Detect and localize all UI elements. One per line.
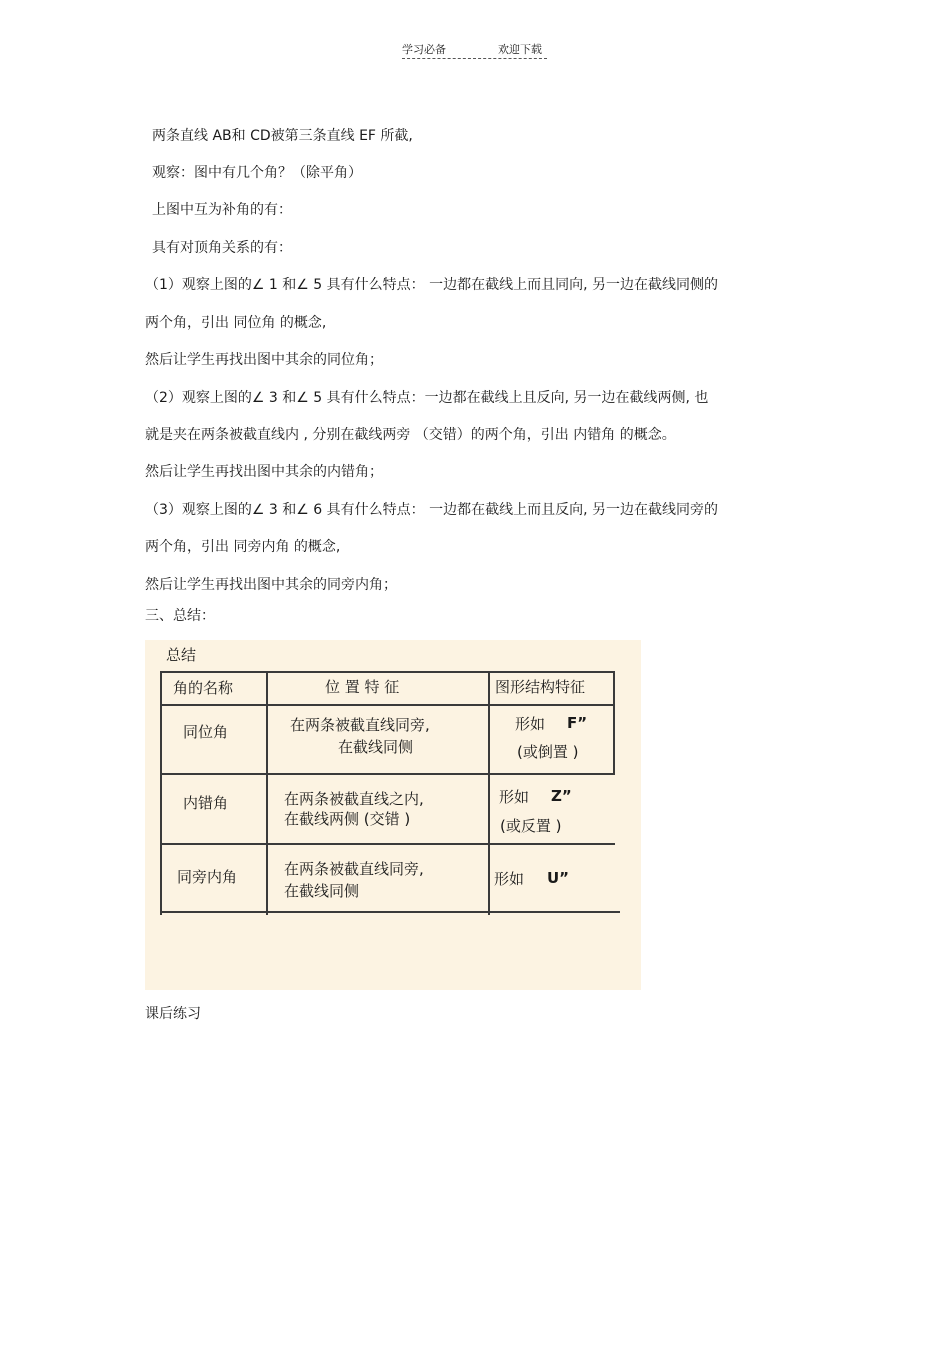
- table-rule: [160, 671, 615, 673]
- shape-letter: F”: [567, 714, 588, 732]
- text-line: 观察：图中有几个角？（除平角）: [152, 165, 362, 181]
- shape-letter: U”: [547, 869, 570, 887]
- section-heading: 三、总结：: [145, 608, 215, 624]
- table-rule: [160, 671, 162, 915]
- text-line: 两个角，引出 同位角 的概念,: [145, 315, 327, 331]
- table-rule: [160, 773, 615, 775]
- header-left-text: 学习必备: [402, 43, 446, 56]
- table-rule: [160, 911, 620, 913]
- summary-title: 总结: [166, 646, 197, 664]
- shape-label: 形如: [499, 788, 530, 806]
- shape-note: (或倒置 ): [517, 743, 579, 761]
- table-rule: [613, 671, 615, 775]
- position-feature: 在两条被截直线同旁,: [290, 716, 430, 734]
- angle-name: 同旁内角: [177, 868, 238, 886]
- text-line: 然后让学生再找出图中其余的内错角；: [145, 464, 383, 480]
- position-feature: 在截线同侧: [284, 882, 360, 900]
- column-header-name: 角的名称: [173, 679, 234, 697]
- text-line: 具有对顶角关系的有：: [152, 240, 292, 256]
- position-feature: 在截线两侧 (交错 ): [284, 810, 411, 828]
- table-rule: [488, 671, 490, 915]
- position-feature: 在截线同侧: [338, 738, 414, 756]
- shape-label: 形如: [494, 870, 525, 888]
- summary-table-panel: [145, 640, 641, 990]
- angle-name: 同位角: [183, 723, 229, 741]
- text-line: 两个角，引出 同旁内角 的概念,: [145, 539, 341, 555]
- text-line: 就是夹在两条被截直线内 , 分别在截线两旁 （交错）的两个角，引出 内错角 的概念。: [145, 427, 676, 443]
- footer-heading: 课后练习: [145, 1006, 201, 1022]
- text-line: （2）观察上图的∠ 3 和∠ 5 具有什么特点：一边都在截线上且反向, 另一边在截线两侧, 也: [145, 390, 709, 406]
- angle-name: 内错角: [183, 794, 229, 812]
- table-rule: [266, 671, 268, 915]
- page-header: [402, 40, 547, 59]
- shape-letter: Z”: [551, 787, 572, 805]
- column-header-position: 位 置 特 征: [325, 678, 400, 696]
- text-line: 然后让学生再找出图中其余的同旁内角；: [145, 577, 397, 593]
- column-header-shape: 图形结构特征: [495, 678, 586, 696]
- shape-label: 形如: [515, 715, 546, 733]
- text-line: 上图中互为补角的有：: [152, 202, 292, 218]
- table-rule: [160, 704, 615, 706]
- position-feature: 在两条被截直线之内,: [284, 790, 424, 808]
- table-rule: [160, 843, 615, 845]
- text-line: （3）观察上图的∠ 3 和∠ 6 具有什么特点： 一边都在截线上而且反向, 另一边在截线同旁的: [145, 502, 718, 518]
- text-line: 两条直线 AB和 CD被第三条直线 EF 所截,: [152, 128, 413, 144]
- shape-note: (或反置 ): [500, 817, 562, 835]
- position-feature: 在两条被截直线同旁,: [284, 860, 424, 878]
- text-line: （1）观察上图的∠ 1 和∠ 5 具有什么特点： 一边都在截线上而且同向, 另一边在截线同侧的: [145, 277, 718, 293]
- text-line: 然后让学生再找出图中其余的同位角；: [145, 352, 383, 368]
- header-right-text: 欢迎下载: [498, 43, 542, 56]
